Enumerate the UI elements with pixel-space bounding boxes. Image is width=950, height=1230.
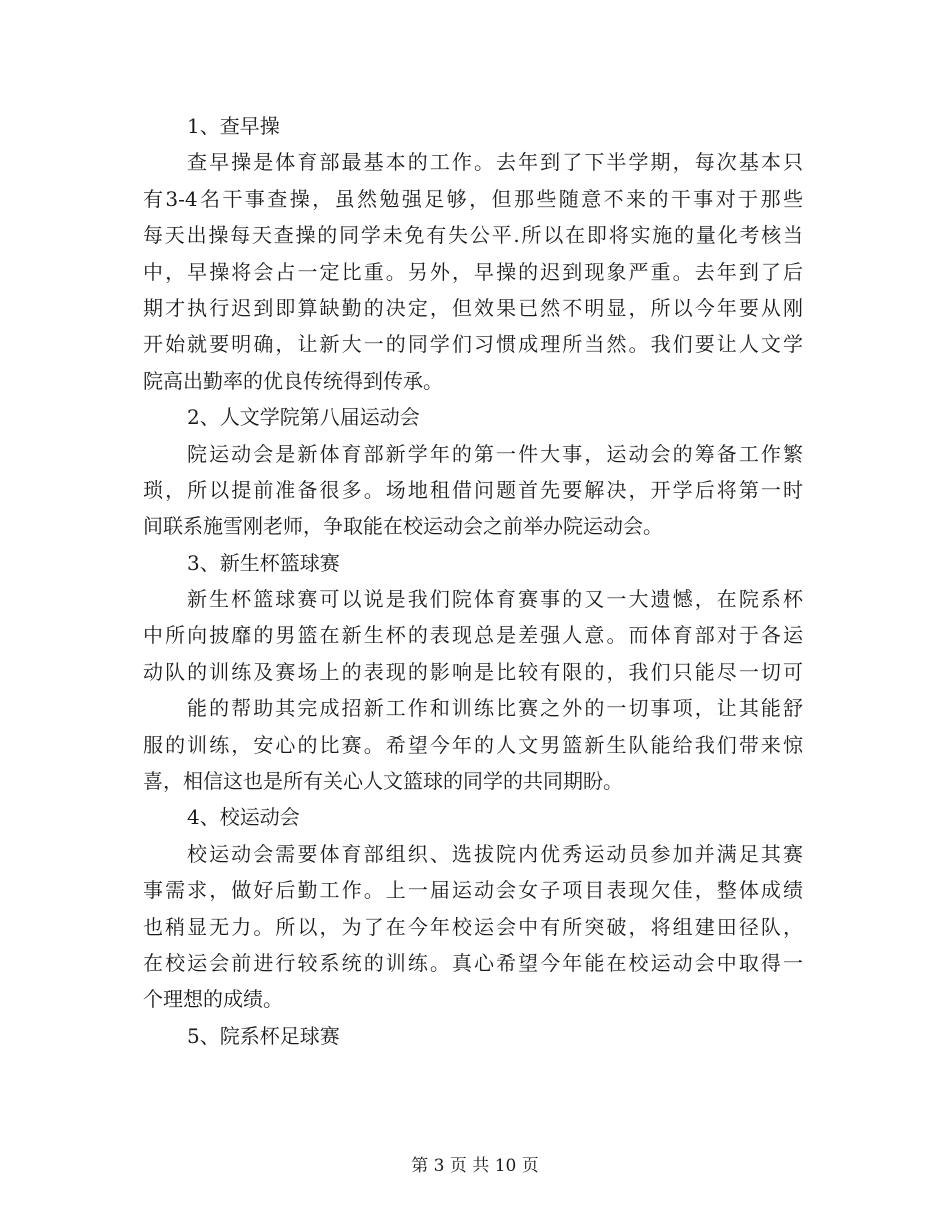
paragraph-line: 院运动会是新体育部新学年的第一件大事，运动会的筹备工作繁 — [187, 441, 803, 466]
paragraph-line: 能的帮助其完成招新工作和训练比赛之外的一切事项，让其能舒 — [187, 696, 803, 721]
document-body — [143, 108, 803, 1054]
paragraph-line: 在校运会前进行较系统的训练。真心希望今年能在校运动会中取得一 — [143, 950, 803, 975]
section-heading: 5、院系杯足球赛 — [187, 1023, 340, 1048]
section-heading: 4、校运动会 — [187, 805, 300, 830]
paragraph-line: 校运动会需要体育部组织、选拔院内优秀运动员参加并满足其赛 — [187, 841, 803, 866]
paragraph-line: 中所向披靡的男篮在新生杯的表现总是差强人意。而体育部对于各运 — [143, 623, 803, 648]
paragraph-line: 服的训练，安心的比赛。希望今年的人文男篮新生队能给我们带来惊 — [143, 732, 803, 757]
paragraph-line: 喜，相信这也是所有关心人文篮球的同学的共同期盼。 — [143, 769, 623, 794]
paragraph-line: 个理想的成绩。 — [143, 987, 283, 1012]
paragraph-line: 中，早操将会占一定比重。另外，早操的迟到现象严重。去年到了后 — [143, 259, 803, 284]
paragraph-line: 琐，所以提前准备很多。场地租借问题首先要解决，开学后将第一时 — [143, 477, 803, 502]
paragraph-line: 开始就要明确，让新大一的同学们习惯成理所当然。我们要让人文学 — [143, 332, 803, 357]
paragraph-line: 间联系施雪刚老师，争取能在校运动会之前举办院运动会。 — [143, 514, 663, 539]
paragraph-line: 期才执行迟到即算缺勤的决定，但效果已然不明显，所以今年要从刚 — [143, 295, 803, 320]
page-footer: 第 3 页 共 10 页 — [411, 1156, 539, 1176]
section-heading: 2、人文学院第八届运动会 — [187, 405, 420, 430]
paragraph-line: 动队的训练及赛场上的表现的影响是比较有限的，我们只能尽一切可 — [143, 659, 803, 684]
paragraph-line: 查早操是体育部最基本的工作。去年到了下半学期，每次基本只 — [187, 150, 803, 175]
paragraph-line: 有3-4名干事查操，虽然勉强足够，但那些随意不来的干事对于那些 — [143, 186, 803, 211]
section-heading: 3、新生杯篮球赛 — [187, 550, 340, 575]
paragraph-line: 事需求，做好后勤工作。上一届运动会女子项目表现欠佳，整体成绩 — [143, 878, 803, 903]
section-heading: 1、查早操 — [187, 114, 280, 138]
paragraph-line: 每天出操每天查操的同学未免有失公平.所以在即将实施的量化考核当 — [143, 223, 803, 248]
paragraph-line: 也稍显无力。所以，为了在今年校运会中有所突破，将组建田径队， — [143, 914, 803, 939]
paragraph-line: 新生杯篮球赛可以说是我们院体育赛事的又一大遗憾，在院系杯 — [187, 587, 803, 612]
paragraph-line: 院高出勤率的优良传统得到传承。 — [143, 368, 443, 393]
